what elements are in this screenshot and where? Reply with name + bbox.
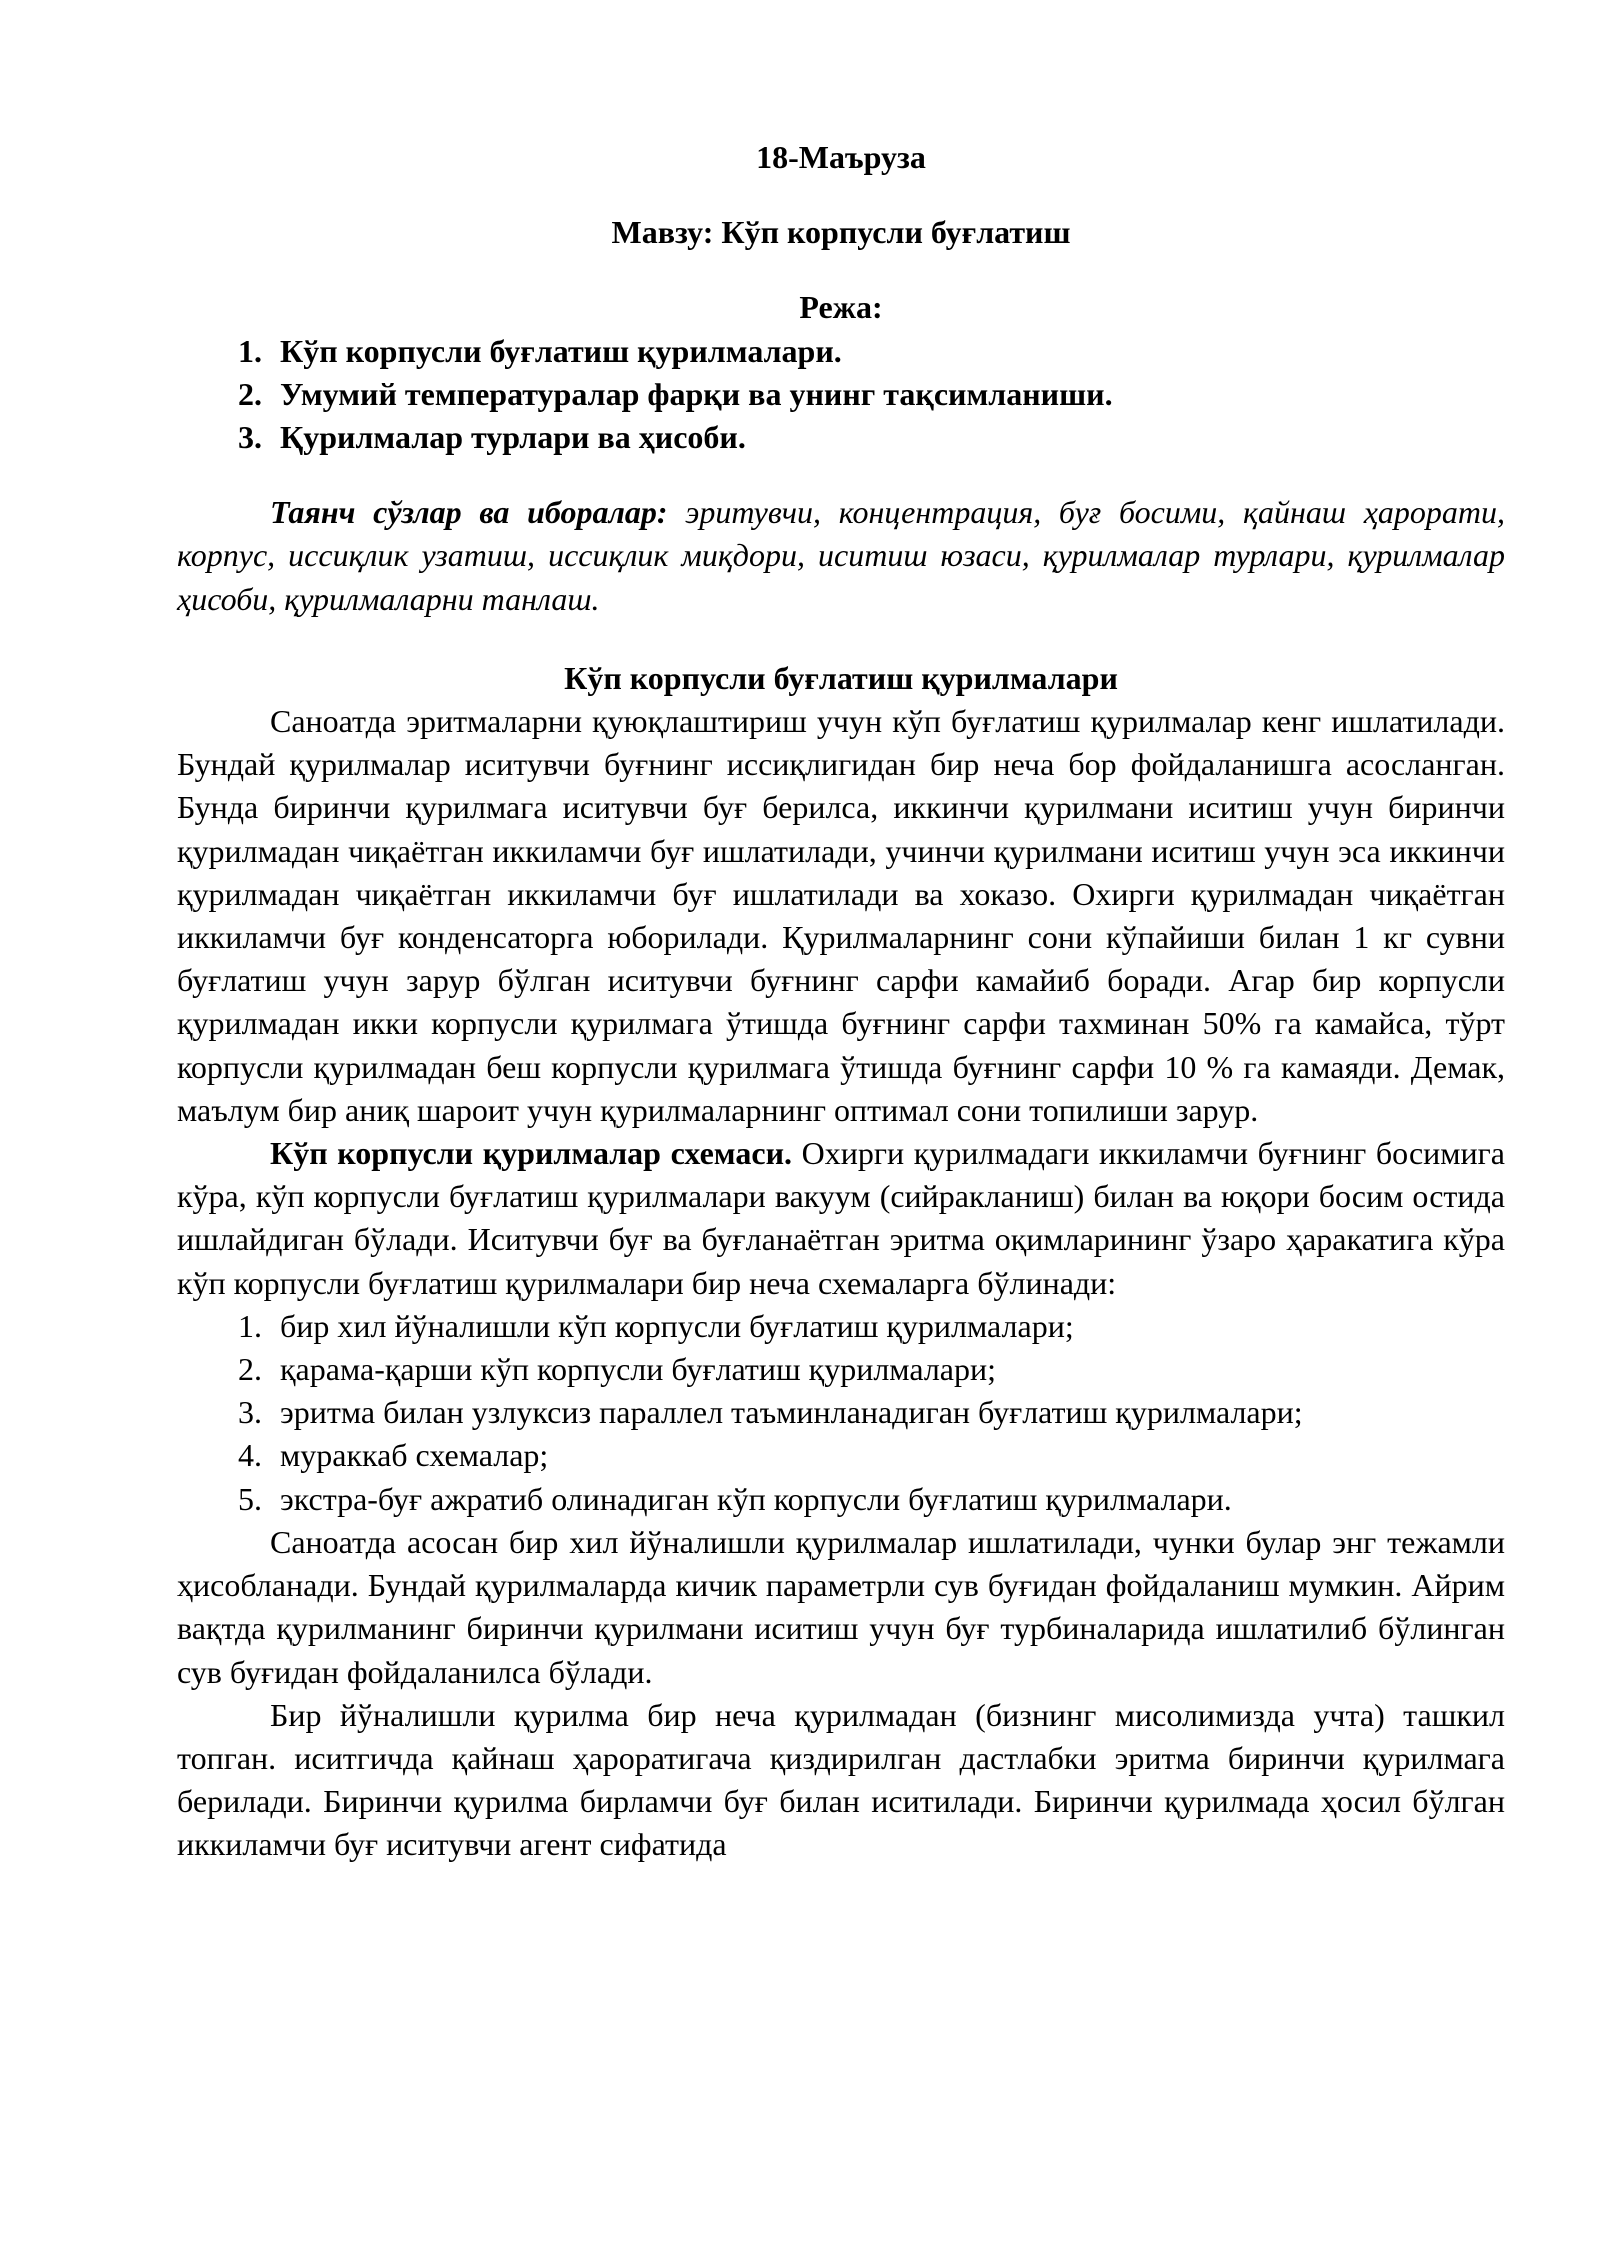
paragraph-2-lead: Кўп корпусли қурилмалар схемаси. (270, 1135, 793, 1172)
lecture-title: 18-Маъруза (756, 139, 926, 175)
keywords-paragraph (177, 491, 1505, 621)
list-item: 2. қарама-қарши кўп корпусли буғлатиш қурилмалари; (270, 1348, 1505, 1391)
section-heading: Кўп корпусли буғлатиш қурилмалари (564, 659, 1118, 696)
scheme-types-list (177, 1305, 1505, 1521)
paragraph-2-text: Охирги қурилмадаги иккиламчи буғнинг босимига кўра, кўп корпусли буғлатиш қурилмалари вакуум (сийракланиш) билан ва юқори босим остида ишлайдиган бўлади. Иситувчи буғ ва буғланаётган эритма оқимларининг ўзаро ҳаракатига кўра кўп корпусли буғлатиш қурилмалари бир неча схемаларга бўлинади: (177, 1135, 1506, 1301)
plan-list (177, 330, 1505, 460)
list-item: 1. бир хил йўналишли кўп корпусли буғлатиш қурилмалари; (270, 1305, 1505, 1348)
list-item: 4. мураккаб схемалар; (270, 1434, 1505, 1477)
topic-heading: Мавзу: Кўп корпусли буғлатиш (611, 214, 1071, 251)
paragraph-4: Бир йўналишли қурилма бир неча қурилмадан (бизнинг мисолимизда учта) ташкил топган. иситгичда қайнаш ҳароратигача қиздирилган дастлабки эритма биринчи қурилмага берилади. Биринчи қурилма бирламчи буғ билан иситилади. Биринчи қурилмада ҳосил бўлган иккиламчи буғ иситувчи агент сифатида (177, 1696, 1505, 1863)
paragraph-1: Саноатда эритмаларни қуюқлаштириш учун кўп буғлатиш қурилмалар кенг ишлатилади. Бундай қурилмалар иситувчи буғнинг иссиқлигидан бир неча бор фойдаланишга асосланган. Бунда биринчи қурилмага иситувчи буғ берилса, иккинчи қурилмани иситиш учун биринчи қурилмадан чиқаётган иккиламчи буғ ишлатилади, учинчи қурилмани иситиш учун эса иккинчи қурилмадан чиқаётган иккиламчи буғ ишлатилади ва хоказо. Охирги қурилмадан чиқаётган иккиламчи буғ конденсаторга юборилади. Қурилмаларнинг сони кўпайиши билан 1 кг сувни буғлатиш учун зарур бўлган иситувчи буғнинг сарфи камайиб боради. Агар бир корпусли қурилмадан икки корпусли қурилмага ўтишда буғнинг сарфи тахминан 50% га камайса, тўрт корпусли қурилмадан беш корпусли қурилмага ўтишда буғнинг сарфи 10 % га камаяди. Демак, маълум бир аниқ шароит учун қурилмаларнинг оптимал сони топилиши зарур. (177, 703, 1505, 1128)
paragraph-2 (177, 1132, 1505, 1305)
paragraph-3: Саноатда асосан бир хил йўналишли қурилмалар ишлатилади, чунки булар энг тежамли ҳисобланади. Бундай қурилмаларда кичик параметрли сув буғидан фойдаланиш мумкин. Айрим вақтда қурилманинг биринчи қурилмани иситиш учун буғ турбиналарида ишлатилиб бўлинган сув буғидан фойдаланилса бўлади. (177, 1523, 1505, 1690)
plan-item: 3. Қурилмалар турлари ва ҳисоби. (270, 416, 1505, 459)
keywords-text: эритувчи, концентрация, буғ босими, қайнаш ҳарорати, корпус, иссиқлик узатиш, иссиқлик миқдори, иситиш юзаси, қурилмалар турлари, қурилмалар ҳисоби, қурилмаларни танлаш. (177, 494, 1506, 617)
plan-item: 2. Умумий температуралар фарқи ва унинг тақсимланиши. (270, 373, 1505, 416)
plan-heading: Режа: (799, 289, 883, 326)
keywords-label: Таянч сўзлар ва иборалар: (270, 494, 668, 531)
plan-item: 1. Кўп корпусли буғлатиш қурилмалари. (270, 330, 1505, 373)
list-item: 5. экстра-буғ ажратиб олинадиган кўп корпусли буғлатиш қурилмалари. (270, 1478, 1505, 1521)
list-item: 3. эритма билан узлуксиз параллел таъминланадиган буғлатиш қурилмалари; (270, 1391, 1505, 1434)
